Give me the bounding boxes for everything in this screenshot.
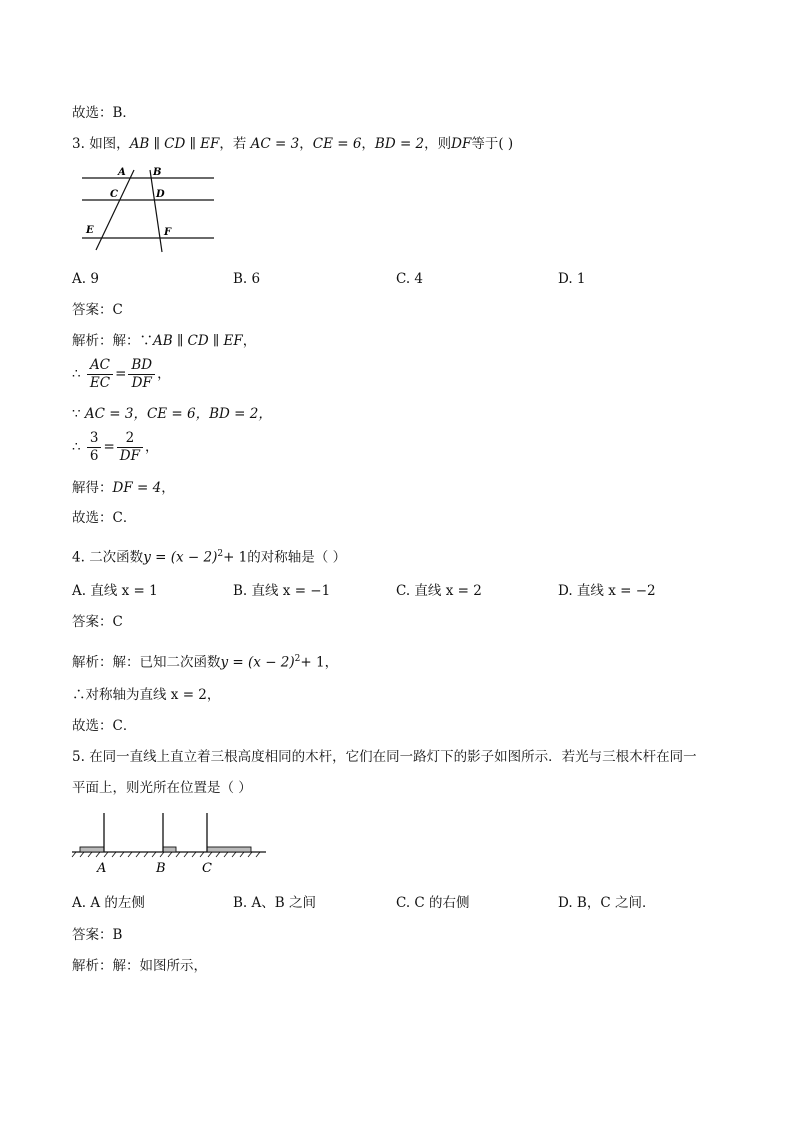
q3-figure — [78, 166, 218, 256]
frac-denominator: 6 — [89, 448, 99, 464]
q3-answer: 答案：C — [72, 302, 123, 318]
q5-number: 5. — [72, 749, 85, 765]
q5-shadow-c — [207, 847, 251, 852]
q3-stem-mid: ，若 — [219, 136, 247, 152]
q4-stem — [72, 545, 346, 567]
therefore-symbol: ∴ — [72, 366, 81, 382]
q4-analysis-formula: y = (x − 2) — [220, 654, 295, 671]
q3-given-1: AC = 3 — [250, 136, 300, 152]
q3-analysis-label: 解析：解：∵ — [72, 333, 153, 349]
frac-numerator: AC — [87, 357, 113, 375]
q3-stem-end: 等于( ) — [471, 136, 514, 152]
q5-stem-line-1 — [72, 748, 697, 766]
q4-number: 4. — [72, 549, 85, 566]
q3-given-2: CE = 6 — [312, 136, 362, 152]
q3-step-3: ∴ $\frac{3}{6}$ = $\frac{2}{DF}$ ， — [72, 430, 159, 464]
q5-label-c: C — [202, 861, 212, 876]
q5-stem-line-2: 平面上，则光所在位置是（ ） — [72, 780, 252, 796]
q5-label-a: A — [97, 861, 107, 876]
q3-solve-head: 解得： — [72, 480, 113, 496]
q5-option-d[interactable]: D. B，C 之间． — [558, 895, 656, 911]
q5-option-b[interactable]: B. A、B 之间 — [233, 895, 316, 911]
frac-denominator: DF — [131, 375, 152, 391]
q5-label-b: B — [156, 861, 166, 876]
q3-frac-ac-ec — [87, 357, 113, 392]
q5-answer: 答案：B — [72, 927, 123, 943]
q3-label-e: E — [86, 225, 94, 236]
q3-step-2-text: AC = 3，CE = 6，BD = 2， — [84, 406, 272, 422]
q3-transversal-bf — [150, 170, 162, 252]
q3-step-2 — [72, 405, 272, 423]
q4-stem-pre: 二次函数 — [89, 549, 144, 566]
q4-analysis — [72, 650, 338, 672]
q3-stem-ask: ，则 — [424, 136, 452, 152]
q3-option-b[interactable]: B. 6 — [233, 271, 261, 287]
q4-stem-end: 的对称轴是（ ） — [247, 549, 347, 566]
q3-analysis-cond: AB ∥ CD ∥ EF — [153, 333, 243, 349]
frac-numerator: BD — [128, 357, 155, 375]
q4-option-d[interactable]: D. 直线 x = −2 — [558, 583, 656, 599]
q4-option-b[interactable]: B. 直线 x = −1 — [233, 583, 331, 599]
q3-option-a[interactable]: A. 9 — [72, 271, 99, 287]
q3-label-d: D — [156, 189, 165, 200]
frac-numerator: 3 — [87, 430, 102, 448]
frac-denominator: DF — [119, 448, 140, 464]
q3-label-a: A — [118, 167, 126, 178]
q4-conclusion: ∴对称轴为直线 x = 2， — [72, 687, 221, 703]
q3-frac-3-6 — [87, 430, 102, 465]
q4-answer: 答案：C — [72, 614, 123, 630]
q3-label-c: C — [110, 189, 118, 200]
q4-formula-tail: + 1 — [223, 549, 248, 566]
q5-shadow-b — [163, 847, 176, 852]
q4-formula: y = (x − 2) — [143, 549, 218, 566]
q3-option-c[interactable]: C. 4 — [396, 271, 424, 287]
q4-analysis-exp: 2 — [294, 654, 301, 664]
q3-label-b: B — [153, 167, 162, 178]
q3-number: 3. — [72, 136, 85, 152]
q4-final: 故选：C． — [72, 718, 137, 734]
q3-label-f: F — [164, 227, 172, 238]
frac-numerator: 2 — [117, 430, 143, 448]
q5-stem-text-1: 在同一直线上直立着三根高度相同的木杆，它们在同一路灯下的影子如图所示．若光与三根木杆在同一 — [89, 749, 697, 765]
q3-ask-var: DF — [451, 136, 472, 152]
q3-frac-2-df — [117, 430, 143, 465]
q3-solve-val: DF = 4 — [112, 480, 162, 496]
q5-option-c[interactable]: C. C 的右侧 — [396, 895, 470, 911]
q5-analysis: 解析：解：如图所示， — [72, 958, 207, 974]
q4-analysis-head: 解析：解：已知二次函数 — [72, 654, 221, 671]
q4-option-a[interactable]: A. 直线 x = 1 — [72, 583, 158, 599]
q3-solve: 解得：DF = 4， — [72, 480, 175, 496]
because-symbol: ∵ — [72, 406, 81, 422]
q5-figure — [70, 808, 270, 878]
therefore-symbol: ∴ — [72, 439, 81, 455]
q4-formula-exp: 2 — [217, 549, 224, 559]
q3-stem-cond: AB ∥ CD ∥ EF — [129, 136, 220, 152]
q4-analysis-tail: + 1， — [300, 654, 339, 671]
previous-answer: 故选：B． — [72, 105, 136, 121]
frac-denominator: EC — [89, 375, 111, 391]
q5-option-a[interactable]: A. A 的左侧 — [72, 895, 145, 911]
q3-final: 故选：C． — [72, 510, 137, 526]
q4-option-c[interactable]: C. 直线 x = 2 — [396, 583, 482, 599]
q3-step-1: ∴ $\frac{AC}{EC}$ = $\frac{BD}{DF}$ ， — [72, 357, 171, 391]
q3-stem: 3. 如图，AB ∥ CD ∥ EF，若 AC = 3，CE = 6，BD = 2，则DF等于( ) — [72, 136, 514, 152]
q5-shadow-a — [80, 847, 104, 852]
q3-stem-pre: 如图， — [89, 136, 130, 152]
q3-given-3: BD = 2 — [374, 136, 425, 152]
q3-option-d[interactable]: D. 1 — [558, 271, 586, 287]
q5-ground-hatch — [72, 852, 260, 857]
q3-frac-bd-df — [128, 357, 155, 392]
q3-analysis-head: 解析：解：∵AB ∥ CD ∥ EF， — [72, 333, 257, 349]
